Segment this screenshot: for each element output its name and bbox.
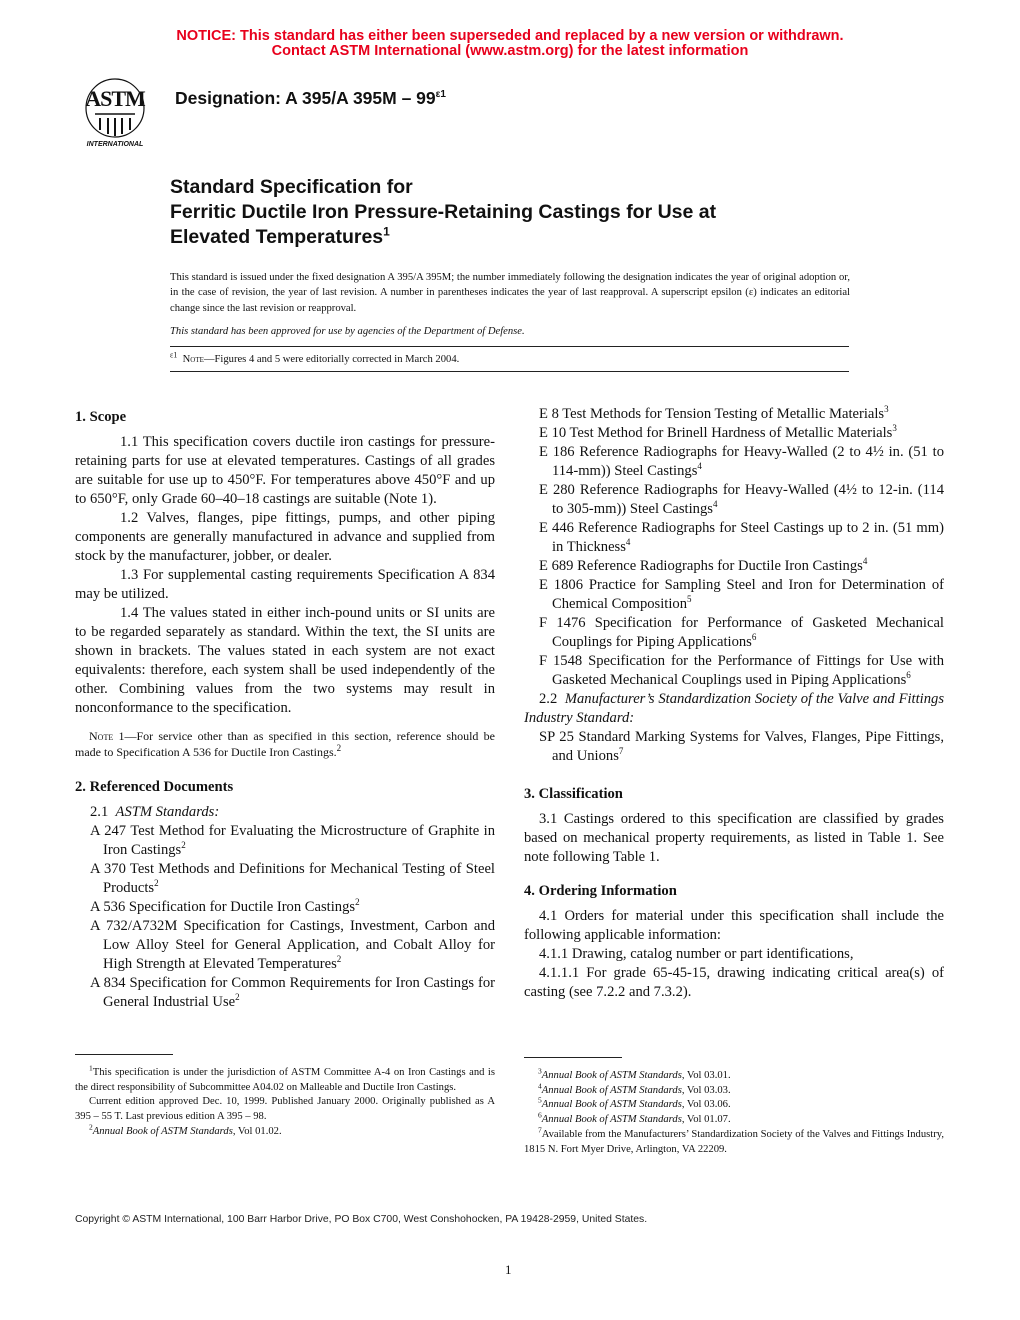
designation: Designation: A 395/A $395M - 99^{\varepsilon 1}$ <box>175 88 446 108</box>
footnote: $^6$Annual Book of ASTM Standards, Vol 01.07. <box>538 1110 731 1126</box>
divider <box>170 371 849 372</box>
reference-item: A 834 Specification for Common Requirements for Iron Castings for General Industrial Use$^2$ <box>90 975 495 1010</box>
astm-logo <box>68 76 162 150</box>
reference-item: A 732/A732M Specification for Castings, Investment, Carbon and Low Alloy Steel for General Application, and Cobalt Alloy for High Strength at Elevated Temperatures$^2$ <box>90 918 495 972</box>
paragraph-1-4: 1.4 The values stated in either inch-pound units or SI units are to be regarded separately as standard. Within the text, the SI units are shown in brackets. The values stated in each system are not exact equivalents: therefore, each system shall be used independently of the other. Combining values from the two systems may result in nonconformance to the specification. <box>75 605 495 716</box>
reference-item: E 8 Test Methods for Tension Testing of Metallic Materials$^3$ <box>539 404 889 422</box>
footnote: $^1$This specification is under the jurisdiction of ASTM Committee A-4 on Iron Castings and is the direct responsibility of Subcommittee A04.02 on Malleable and Ductile Iron Castings. <box>75 1063 495 1093</box>
title-line-3: Elevated Temperatures$^1$ <box>170 224 390 248</box>
reference-sp25: SP 25 Standard Marking Systems for Valves, Flanges, Pipe Fittings, and Unions$^7$ <box>539 729 944 764</box>
page-number: 1 <box>505 1262 512 1277</box>
right-column <box>524 405 944 1002</box>
paragraph-1-1: 1.1 This specification covers ductile iron castings for pressure-retaining parts for use at elevated temperatures. Castings of all grades are suitable for use up to 450°F. For temperatures above 450°F and up to 650°F, only Grade 60–40–18 castings are suitable (Note 1). <box>75 434 495 507</box>
notice-line-2: Contact ASTM International (www.astm.org) for the latest information <box>271 43 749 59</box>
reference-item: E 186 Reference Radiographs for Heavy-Walled (2 to 4½ in. (51 to 114-mm)) Steel Castings$^4$ <box>539 444 944 479</box>
editorial-note: $^{\varepsilon 1}$ Note—Figures 4 and 5 were editorially corrected in March 2004. <box>170 350 460 365</box>
paragraph-1-2: 1.2 Valves, flanges, pipe fittings, pumps, and other piping components are generally manufactured in advance and supplied from stock by the manufacturer, jobber, or dealer. <box>75 510 495 564</box>
reference-item: A 370 Test Methods and Definitions for Mechanical Testing of Steel Products$^2$ <box>90 861 495 896</box>
right-reference-list <box>524 405 944 690</box>
reference-item: F 1548 Specification for the Performance of Fittings for Use with Gasketed Mechanical Couplings used in Piping Applications$^6$ <box>539 653 944 688</box>
footnote-rule <box>75 1054 173 1055</box>
left-footnotes <box>75 1054 495 1140</box>
right-footnotes <box>524 1057 944 1157</box>
reference-item: A 536 Specification for Ductile Iron Castings$^2$ <box>90 897 360 915</box>
footnote-rule <box>524 1057 622 1058</box>
reference-item: E 689 Reference Radiographs for Ductile Iron Castings$^4$ <box>539 556 868 574</box>
document-title <box>170 175 716 250</box>
footnote: $^3$Annual Book of ASTM Standards, Vol 03.01. <box>538 1066 731 1081</box>
footnote: Current edition approved Dec. 10, 1999. Published January 2000. Originally published as A 395 – 55 T. Last previous edition A 395 – 98. <box>75 1096 495 1123</box>
footnote: $^5$Annual Book of ASTM Standards, Vol 03.06. <box>538 1095 731 1111</box>
paragraph-1-3: 1.3 For supplemental casting requirements Specification A 834 may be utilized. <box>75 567 495 602</box>
paragraph-4-1-1: 4.1.1 Drawing, catalog number or part identifications, <box>539 946 854 962</box>
copyright: Copyright © ASTM International, 100 Barr Harbor Drive, PO Box C700, West Conshohocken, PA 19428-2959, United States. <box>75 1214 648 1225</box>
paragraph-3-1: 3.1 Castings ordered to this specification are classified by grades based on mechanical property requirements, as listed in Table 1. See note following Table 1. <box>524 811 944 865</box>
paragraph-4-1: 4.1 Orders for material under this specification shall include the following applicable information: <box>524 908 944 943</box>
astm-reference-list <box>75 822 495 1012</box>
paragraph-4-1-1-1: 4.1.1.1 For grade 65-45-15, drawing indicating critical area(s) of casting (see 7.2.2 and 7.3.2). <box>524 965 944 1000</box>
dod-approval: This standard has been approved for use by agencies of the Department of Defense. <box>170 326 525 337</box>
left-column <box>75 408 495 1012</box>
reference-item: E 10 Test Method for Brinell Hardness of Metallic Materials$^3$ <box>539 423 897 441</box>
divider <box>170 346 849 347</box>
section-heading-classification: 3. Classification <box>524 786 623 802</box>
section-heading-referenced-documents: 2. Referenced Documents <box>75 779 234 795</box>
issue-statement: This standard is issued under the fixed designation A 395/A 395M; the number immediately following the designation indicates the year of original adoption or, in the case of revision, the year of last revision. A number in parentheses indicates the year of last reapproval. A superscript epsilon (ε) indicates an editorial change since the last revision or reapproval. <box>170 272 850 314</box>
title-line-2: Ferritic Ductile Iron Pressure-Retaining Castings for Use at <box>170 201 717 223</box>
reference-item: E 446 Reference Radiographs for Steel Castings up to 2 in. (51 mm) in Thickness$^4$ <box>539 520 944 555</box>
note-1: Note 1—For service other than as specified in this section, reference should be made to Specification A 536 for Ductile Iron Castings.$^2$ <box>75 729 496 759</box>
svg-text:INTERNATIONAL: INTERNATIONAL <box>86 141 144 148</box>
astm-standards-heading: 2.1 ASTM Standards: <box>90 804 220 820</box>
reference-item: E 1806 Practice for Sampling Steel and Iron for Determination of Chemical Composition$^5$ <box>539 577 944 612</box>
mss-standards-heading: 2.2 Manufacturer’s Standardization Society of the Valve and Fittings Industry Standard: <box>524 691 944 726</box>
section-heading-ordering: 4. Ordering Information <box>524 883 677 899</box>
footnote: $^4$Annual Book of ASTM Standards, Vol 03.03. <box>538 1081 731 1096</box>
footnote: $^2$Annual Book of ASTM Standards, Vol 01.02. <box>89 1122 282 1137</box>
reference-item: A 247 Test Method for Evaluating the Microstructure of Graphite in Iron Castings$^2$ <box>90 823 495 858</box>
svg-text:ASTM: ASTM <box>85 86 145 111</box>
reference-item: E 280 Reference Radiographs for Heavy-Walled (4½ to 12-in. (114 to 305-mm)) Steel Castings$^4$ <box>539 482 944 517</box>
reference-item: F 1476 Specification for Performance of Gasketed Mechanical Couplings for Piping Applications$^6$ <box>539 615 944 650</box>
title-line-1: Standard Specification for <box>170 176 413 198</box>
section-heading-scope: 1. Scope <box>75 409 127 425</box>
notice-line-1: NOTICE: This standard has either been superseded and replaced by a new version or withdrawn. <box>176 28 844 44</box>
footnote: $^7$Available from the Manufacturers’ Standardization Society of the Valves and Fittings Industry, 1815 N. Fort Myer Drive, Arlington, VA 22209. <box>524 1125 944 1155</box>
